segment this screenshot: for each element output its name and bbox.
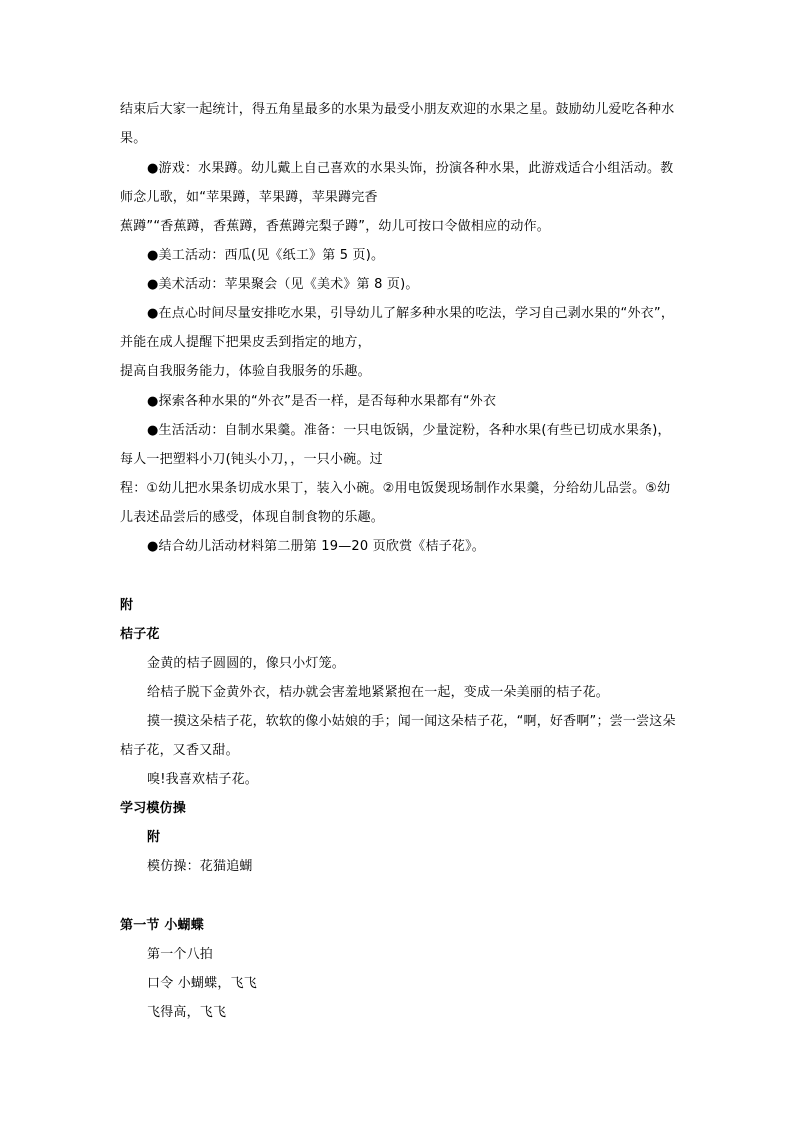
section-heading-section-one: 第一节 小蝴蝶 — [120, 918, 204, 933]
paragraph-line: 蕉蹲”“香蕉蹲，香蕉蹲，香蕉蹲完梨子蹲”，幼儿可按口令做相应的动作。 — [120, 219, 551, 234]
paragraph-line: 并能在成人提醒下把果皮丢到指定的地方， — [120, 335, 371, 350]
subheading-appendix: 附 — [147, 830, 161, 845]
bullet-item-explore: ●探索各种水果的“外衣”是否一样，是否每种水果都有“外衣 — [147, 394, 497, 409]
poem-line: 桔子花，又香又甜。 — [120, 743, 239, 758]
bullet-item-game: ●游戏：水果蹲。幼儿戴上自己喜欢的水果头饰，扮演各种水果，此游戏适合小组活动。教 — [147, 161, 674, 176]
paragraph-line: 师念儿歌，如“苹果蹲，苹果蹲，苹果蹲完香 — [120, 190, 378, 205]
paragraph-line: 果。 — [120, 131, 147, 146]
poem-line: 给桔子脱下金黄外衣，桔办就会害羞地紧紧抱在一起，变成一朵美丽的桔子花。 — [147, 685, 610, 700]
exercise-line: 口令 小蝴蝶，飞飞 — [147, 976, 257, 991]
bullet-item-crafts: ●美工活动：西瓜(见《纸工》第 5 页)。 — [147, 248, 385, 263]
exercise-line: 第一个八拍 — [147, 947, 214, 962]
bullet-item-art: ●美术活动：苹果聚会（见《美术》第 8 页)。 — [147, 277, 419, 292]
bullet-item-life: ●生活活动：自制水果羹。准备：一只电饭锅，少量淀粉，各种水果(有些已切成水果条)， — [147, 423, 671, 438]
poem-line: 摸一摸这朵桔子花，软软的像小姑娘的手；闻一闻这朵桔子花，“啊，好香啊”；尝一尝这朵 — [147, 714, 676, 729]
bullet-item-snack: ●在点心时间尽量安排吃水果，引导幼儿了解多种水果的吃法，学习自己剥水果的“外衣”， — [147, 306, 675, 321]
exercise-line: 飞得高，飞飞 — [147, 1005, 227, 1020]
paragraph-line: 每人一把塑料小刀(钝头小刀，，一只小碗。过 — [120, 452, 383, 467]
poem-title: 桔子花 — [120, 627, 160, 642]
paragraph-line: 结束后大家一起统计，得五角星最多的水果为最受小朋友欢迎的水果之星。鼓励幼儿爱吃各种水 — [120, 102, 675, 117]
bullet-item-material: ●结合幼儿活动材料第二册第 19—20 页欣赏《桔子花》。 — [147, 539, 485, 554]
section-heading-appendix: 附 — [120, 598, 134, 613]
paragraph-line: 程：①幼儿把水果条切成水果丁，装入小碗。②用电饭煲现场制作水果羹，分给幼儿品尝。⑤幼 — [120, 481, 671, 496]
section-heading-exercise: 学习模仿操 — [120, 801, 187, 816]
paragraph-line: 儿表述品尝后的感受，体现自制食物的乐趣。 — [120, 510, 385, 525]
paragraph-line: 提高自我服务能力，体验自我服务的乐趣。 — [120, 364, 371, 379]
exercise-title: 模仿操：花猫追蝴 — [147, 859, 253, 874]
poem-line: 金黄的桔子圆圆的，像只小灯笼。 — [147, 656, 346, 671]
poem-line: 嗅!我喜欢桔子花。 — [147, 772, 259, 787]
